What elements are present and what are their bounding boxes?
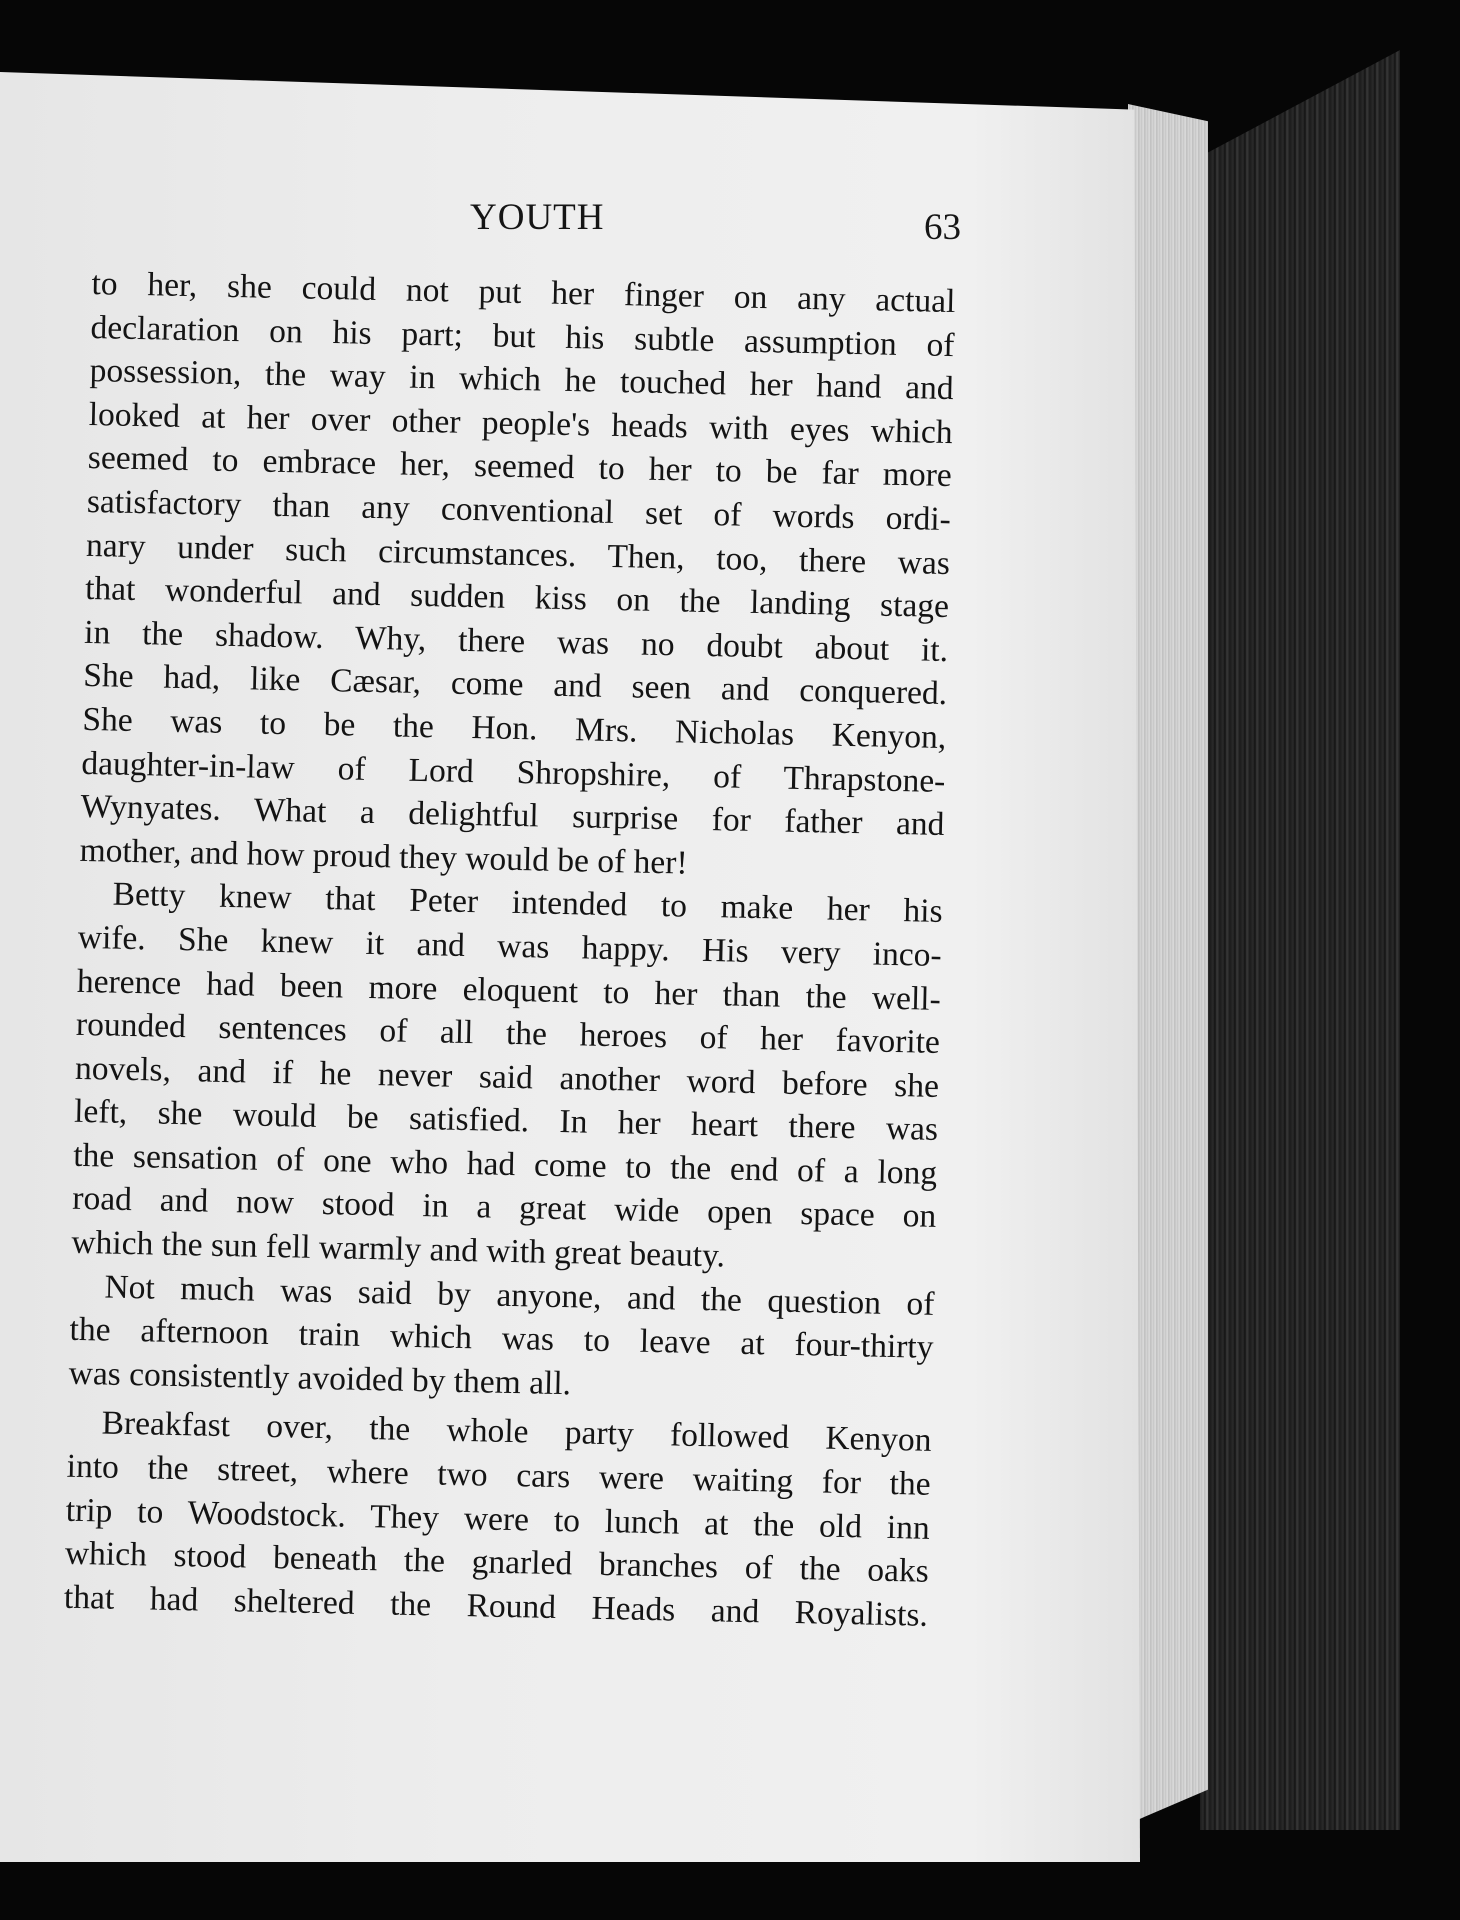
page-header: [0, 196, 1140, 246]
paragraph: [64, 1401, 932, 1637]
text-line: Betty knew that Peter intended to make her his: [112, 875, 943, 931]
text-line: to her, she could not put her finger on any actual: [91, 264, 956, 321]
text-line: the sensation of one who had come to the end of a long: [72, 1136, 938, 1192]
text-line: looked at her over other people's heads with eyes which: [88, 395, 954, 451]
page-fore-edge: [1128, 104, 1208, 1824]
text-line: left, she would be satisfied. In her heart there was: [73, 1093, 939, 1149]
text-line: that wonderful and sudden kiss on the landing stage: [84, 570, 950, 626]
text-line: into the street, where two cars were waiting for the: [66, 1447, 931, 1503]
paragraph: [71, 872, 943, 1282]
text-line: Breakfast over, the whole party followed Kenyon: [101, 1404, 932, 1460]
text-line: nary under such circumstances. Then, too, there was: [85, 526, 951, 582]
body-text: [64, 262, 956, 1637]
text-line: satisfactory than any conventional set of words ordi-: [86, 482, 952, 539]
text-line: seemed to embrace her, seemed to her to be far more: [87, 439, 953, 495]
text-line: herence had been more eloquent to her than the well-: [76, 962, 942, 1018]
text-line: mother, and how proud they would be of her!: [79, 831, 688, 882]
text-line: road and now stood in a great wide open space on: [71, 1180, 937, 1236]
text-line: rounded sentences of all the heroes of her favorite: [75, 1005, 941, 1062]
text-line: novels, and if he never said another word before she: [74, 1049, 940, 1105]
text-line: that had sheltered the Round Heads and Royalists.: [63, 1578, 929, 1634]
text-line: possession, the way in which he touched her hand and: [89, 352, 954, 408]
text-line: was consistently avoided by them all.: [68, 1354, 572, 1403]
text-line: declaration on his part; but his subtle assumption of: [90, 308, 955, 364]
text-line: Not much was said by anyone, and the question of: [104, 1268, 935, 1323]
text-line: the afternoon train which was to leave at four-thirty: [69, 1311, 934, 1367]
text-line: daughter-in-law of Lord Shropshire, of Thrapstone-: [81, 744, 946, 800]
paragraph: [68, 1264, 935, 1413]
text-line: which the sun fell warmly and with great beauty.: [71, 1223, 726, 1275]
text-line: She was to be the Hon. Mrs. Nicholas Kenyon,: [82, 700, 947, 756]
paragraph: [79, 262, 956, 890]
text-line: Wynyates. What a delightful surprise for father and: [80, 788, 945, 844]
text-line: trip to Woodstock. They were to lunch at the old inn: [65, 1491, 931, 1547]
text-line: in the shadow. Why, there was no doubt about it.: [83, 613, 949, 669]
running-head: YOUTH: [470, 197, 605, 238]
page-number: 63: [924, 207, 961, 248]
text-line: She had, like Cæsar, come and seen and conquered.: [82, 657, 948, 713]
book-cover-side: [1200, 50, 1400, 1830]
text-line: wife. She knew it and was happy. His very inco-: [77, 918, 943, 974]
text-line: which stood beneath the gnarled branches of the oaks: [64, 1534, 930, 1591]
